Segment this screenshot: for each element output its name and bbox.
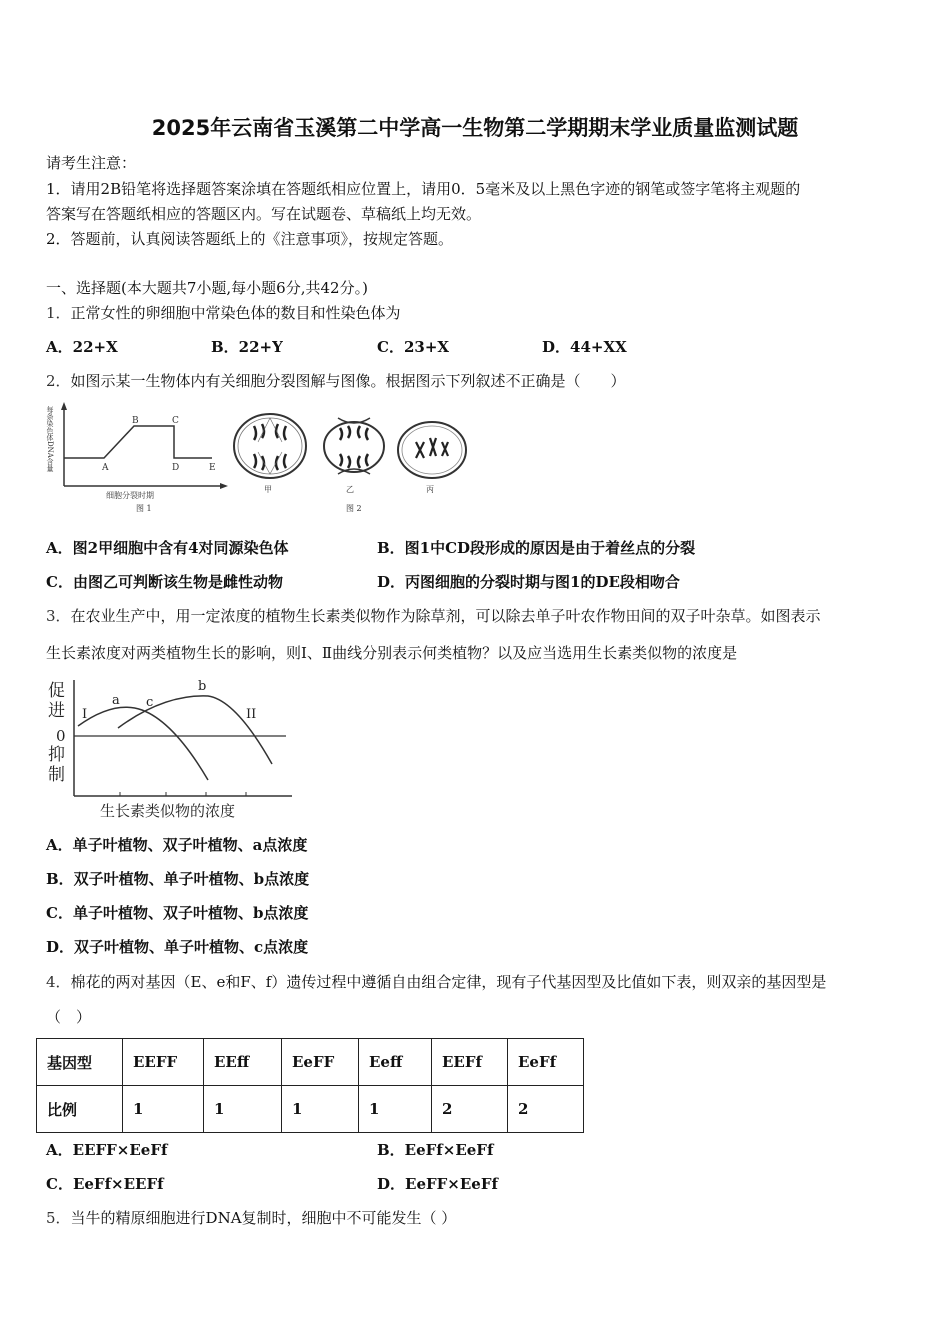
promote-label-1: 促	[48, 681, 65, 701]
question-stem-line-1: 棉花的两对基因（E、e和F、f）遗传过程中遵循自由组合定律，现有子代基因型及比值如下表，则双亲的基因型是	[70, 973, 827, 991]
table-header-cell: EeFf	[508, 1039, 584, 1086]
point-b-label: B	[132, 416, 139, 426]
table-header-cell: EEFf	[432, 1039, 508, 1086]
question-number: 5．	[46, 1209, 71, 1227]
cell-yi-label: 乙	[346, 485, 354, 494]
notice-line-1a: 1．请用2B铅笔将选择题答案涂填在答题纸相应位置上，请用0．5毫米及以上黑色字迹的钢笔或签字笔将主观题的	[46, 180, 801, 198]
q3-option-b: B．双子叶植物、单子叶植物、b点浓度	[46, 870, 310, 888]
page-title: 2025年云南省玉溪第二中学高一生物第二学期期末学业质量监测试题	[151, 116, 799, 140]
question-4-line-2: （ ）	[46, 1008, 92, 1026]
q1-option-d: D．44+XX	[542, 338, 627, 356]
fig2-caption: 图 2	[346, 504, 362, 513]
q2-figure	[44, 398, 474, 516]
table-header-cell: 基因型	[37, 1039, 123, 1086]
question-number: 2．	[46, 372, 71, 390]
q3-x-label: 生长素类似物的浓度	[100, 802, 236, 820]
q1-option-c: C．23+X	[377, 338, 450, 356]
cell-bing	[398, 422, 466, 478]
genotype-table	[36, 1038, 584, 1133]
question-number: 3．	[46, 607, 71, 625]
point-c-label: c	[146, 695, 154, 710]
inhibit-label-1: 抑	[48, 745, 65, 765]
question-stem: 如图示某一生物体内有关细胞分裂图解与图像。根据图示下列叙述不正确是（ ）	[70, 372, 626, 390]
zero-label: 0	[56, 727, 66, 745]
question-5	[46, 1207, 456, 1228]
q4-option-b: B．EeFf×EeFf	[377, 1141, 494, 1159]
q2-option-b: B．图1中CD段形成的原因是由于着丝点的分裂	[377, 539, 696, 557]
cell-bing-label: 丙	[426, 485, 434, 494]
point-a-label: a	[112, 693, 120, 708]
table-cell: 2	[432, 1086, 508, 1133]
point-c-label: C	[172, 416, 179, 426]
question-number: 4．	[46, 973, 71, 991]
q1-option-b: B．22+Y	[211, 338, 283, 356]
promote-label-2: 进	[48, 701, 65, 721]
q2-option-a: A．图2甲细胞中含有4对同源染色体	[46, 539, 289, 557]
question-3	[46, 605, 821, 626]
notice-line-1b: 答案写在答题纸相应的答题区内。写在试题卷、草稿纸上均无效。	[46, 205, 482, 223]
table-row	[37, 1086, 584, 1133]
q2-option-c: C．由图乙可判断该生物是雌性动物	[46, 573, 283, 591]
question-2	[46, 370, 626, 391]
question-number: 1．	[46, 304, 71, 322]
q1-option-a: A．22+X	[46, 338, 118, 356]
question-4	[46, 971, 826, 992]
table-header-cell: Eeff	[359, 1039, 432, 1086]
fig1-caption: 图 1	[136, 504, 152, 513]
table-header-row	[37, 1039, 584, 1086]
q4-option-c: C．EeFf×EEFf	[46, 1175, 164, 1193]
question-stem-line-1: 在农业生产中，用一定浓度的植物生长素类似物作为除草剂，可以除去单子叶农作物田间的双子叶杂草。如图表示	[70, 607, 821, 625]
q3-option-c: C．单子叶植物、双子叶植物、b点浓度	[46, 904, 309, 922]
cell-jia	[234, 414, 306, 478]
notice-line-2: 2．答题前，认真阅读答题纸上的《注意事项》，按规定答题。	[46, 230, 454, 248]
table-header-cell: EEFF	[123, 1039, 204, 1086]
question-stem: 当牛的精原细胞进行DNA复制时，细胞中不可能发生（ ）	[70, 1209, 457, 1227]
q4-option-d: D．EeFF×EeFf	[377, 1175, 498, 1193]
question-3-line-2: 生长素浓度对两类植物生长的影响，则Ⅰ、Ⅱ曲线分别表示何类植物？以及应当选用生长素类似物的浓度是	[46, 644, 738, 662]
point-a-label: A	[102, 463, 109, 473]
table-header-cell: EeFF	[282, 1039, 359, 1086]
table-cell: 2	[508, 1086, 584, 1133]
section-heading: 一、选择题(本大题共7小题,每小题6分,共42分。)	[46, 279, 368, 297]
notice-heading: 请考生注意：	[46, 154, 137, 172]
table-cell: 1	[123, 1086, 204, 1133]
question-1	[46, 302, 401, 323]
point-e-label: E	[209, 463, 216, 473]
table-cell: 1	[359, 1086, 432, 1133]
graph1-x-arrow	[220, 483, 228, 489]
table-cell: 比例	[37, 1086, 123, 1133]
question-stem: 正常女性的卵细胞中常染色体的数目和性染色体为	[70, 304, 401, 322]
q2-option-d: D．丙图细胞的分裂时期与图1的DE段相吻合	[377, 573, 680, 591]
q3-option-a: A．单子叶植物、双子叶植物、a点浓度	[46, 836, 308, 854]
graph1-y-label: 每条染色体DNA含量	[46, 406, 54, 472]
point-d-label: D	[172, 463, 180, 473]
graph1-y-arrow	[61, 402, 67, 410]
q3-figure	[44, 674, 294, 826]
table-cell: 1	[282, 1086, 359, 1133]
inhibit-label-2: 制	[48, 765, 65, 785]
table-header-cell: EEff	[204, 1039, 282, 1086]
cell-yi	[324, 418, 384, 474]
dna-content-line	[64, 426, 212, 458]
cell-jia-label: 甲	[264, 485, 272, 494]
curve-ii-label: II	[246, 707, 257, 722]
point-b-label: b	[198, 679, 207, 694]
graph1-x-label: 细胞分裂时期	[106, 491, 154, 500]
curve-i	[78, 707, 208, 780]
table-cell: 1	[204, 1086, 282, 1133]
curve-i-label: I	[82, 707, 88, 722]
q4-option-a: A．EEFF×EeFf	[46, 1141, 168, 1159]
q3-option-d: D．双子叶植物、单子叶植物、c点浓度	[46, 938, 309, 956]
